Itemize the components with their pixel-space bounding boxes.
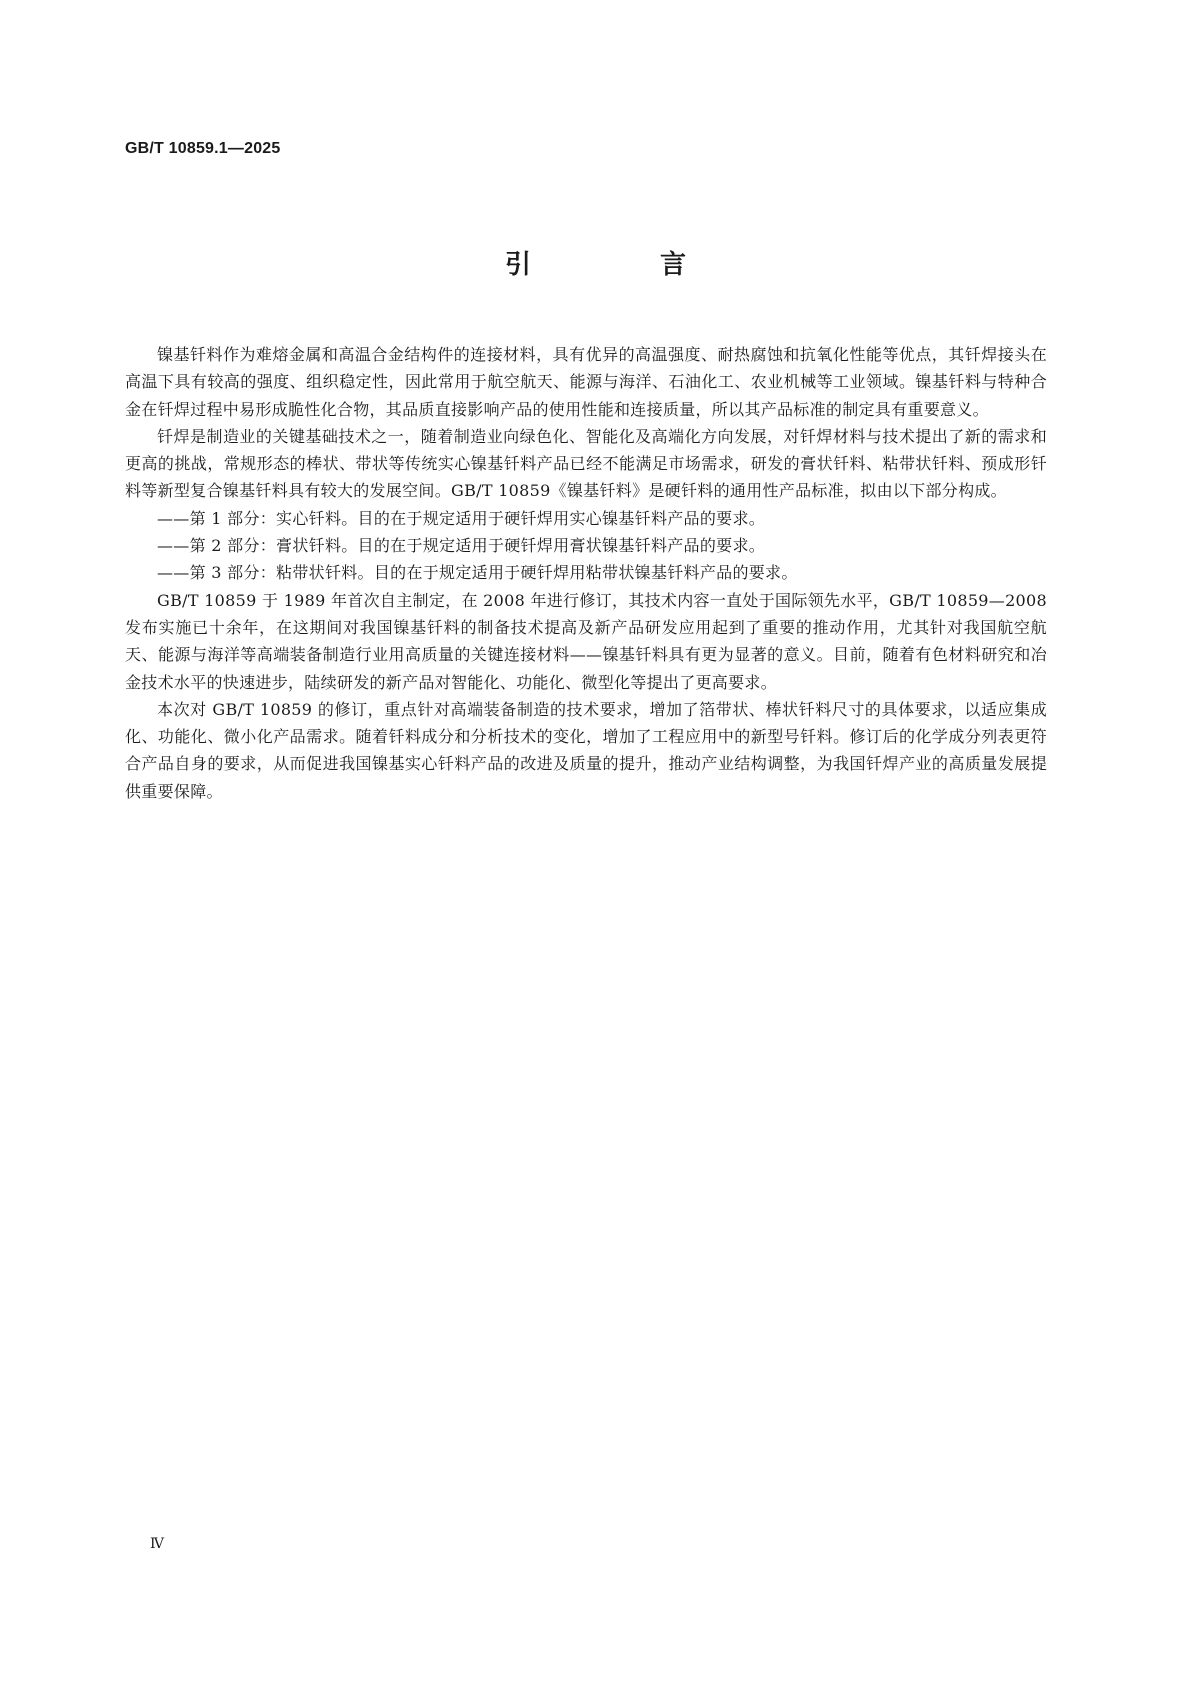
list-item-part-3: ——第 3 部分：粘带状钎料。目的在于规定适用于硬钎焊用粘带状镍基钎料产品的要求。	[157, 563, 798, 583]
page-title: 引 言	[504, 250, 747, 280]
list-item-part-2: ——第 2 部分：膏状钎料。目的在于规定适用于硬钎焊用膏状镍基钎料产品的要求。	[157, 536, 766, 556]
paragraph-4: 本次对 GB/T 10859 的修订，重点针对高端装备制造的技术要求，增加了箔带状、棒状钎料尺寸的具体要求，以适应集成化、功能化、微小化产品需求。随着钎料成分和分析技术的变化，增加了工程应用中的新型号钎料。修订后的化学成分列表更符合产品自身的要求，从而促进我国镍基实心钎料产品的改进及质量的提升，推动产业结构调整，为我国钎焊产业的高质量发展提供重要保障。	[125, 699, 1047, 801]
paragraph-3: GB/T 10859 于 1989 年首次自主制定，在 2008 年进行修订，其技术内容一直处于国际领先水平，GB/T 10859—2008 发布实施已十余年，在这期间对我国镍基钎料的制备技术提高及新产品研发应用起到了重要的推动作用，尤其针对我国航空航天、能源与海洋等高端装备制造行业用高质量的关键连接材料——镍基钎料具有更为显著的意义。目前，随着有色材料研究和冶金技术水平的快速进步，陆续研发的新产品对智能化、功能化、微型化等提出了更高要求。	[125, 590, 1047, 692]
list-item-part-1: ——第 1 部分：实心钎料。目的在于规定适用于硬钎焊用实心镍基钎料产品的要求。	[157, 508, 766, 528]
introduction-body	[125, 341, 1047, 805]
document-id-header: GB/T 10859.1—2025	[125, 140, 281, 157]
paragraph-2: 钎焊是制造业的关键基础技术之一，随着制造业向绿色化、智能化及高端化方向发展，对钎焊材料与技术提出了新的需求和更高的挑战，常规形态的棒状、带状等传统实心镍基钎料产品已经不能满足市场需求，研发的膏状钎料、粘带状钎料、预成形钎料等新型复合镍基钎料具有较大的发展空间。GB/T 10859《镍基钎料》是硬钎料的通用性产品标准，拟由以下部分构成。	[125, 426, 1047, 501]
paragraph-1: 镍基钎料作为难熔金属和高温合金结构件的连接材料，具有优异的高温强度、耐热腐蚀和抗氧化性能等优点，其钎焊接头在高温下具有较高的强度、组织稳定性，因此常用于航空航天、能源与海洋、石油化工、农业机械等工业领域。镍基钎料与特种合金在钎焊过程中易形成脆性化合物，其品质直接影响产品的使用性能和连接质量，所以其产品标准的制定具有重要意义。	[125, 345, 1047, 419]
page-number: Ⅳ	[150, 1536, 164, 1552]
